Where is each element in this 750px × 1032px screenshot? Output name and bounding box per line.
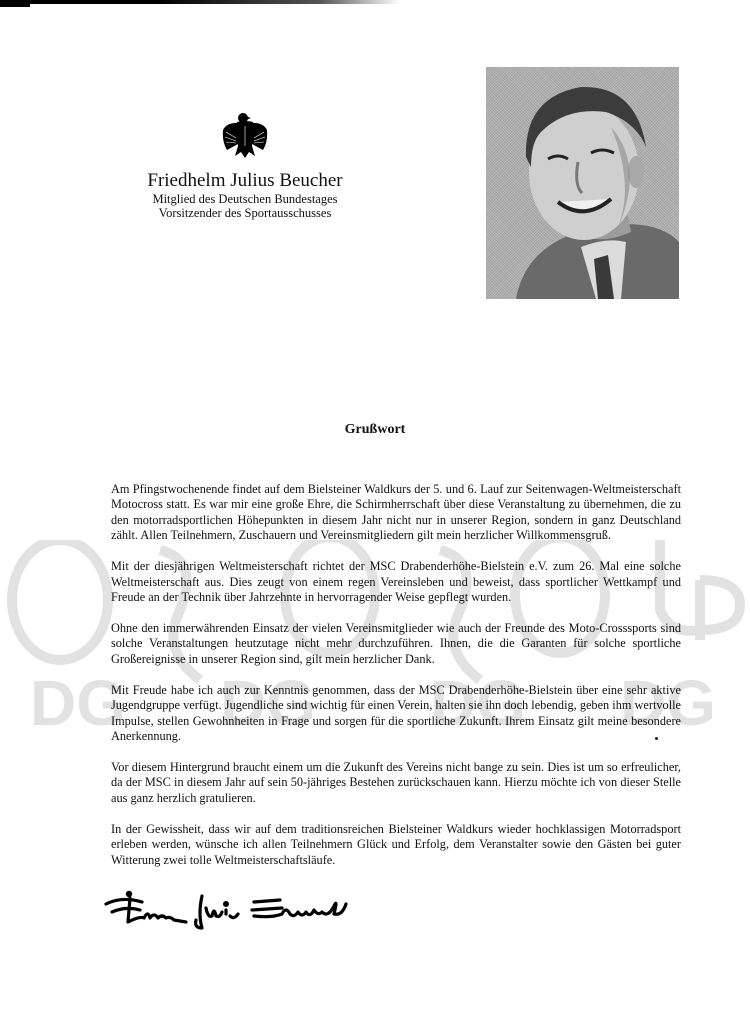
paragraph: Mit der diesjährigen Weltmeisterschaft richtet der MSC Drabenderhöhe-Bielstein e.V. zum 26. Mal eine solche Weltmeisterschaft aus. Dies zeugt von einem regen Vereinsleben und beweist, dass sportlicher Wettkampf und Freude an der Technik über Jahrzehnte in hervorragender Weise gepflegt wurden. — [111, 559, 681, 605]
sender-position-1: Mitglied des Deutschen Bundestages — [152, 192, 338, 206]
sender-position-2: Vorsitzender des Sportausschusses — [158, 206, 332, 220]
letterhead — [130, 112, 360, 220]
paragraph: Am Pfingstwochenende findet auf dem Bielsteiner Waldkurs der 5. und 6. Lauf zur Seitenwagen-Weltmeisterschaft Motocross statt. Es war mir eine große Ehre, die Schirmherrschaft über diese Veranstaltung zu übernehmen, die zu den motorradsportlichen Höhepunkten in diesem Jahr nicht nur in unserer Region, sondern in ganz Deutschland zählt. Allen Teilnehmern, Zuschauern und Vereinsmitgliedern gilt mein herzlicher Willkommensgruß. — [111, 482, 681, 543]
scan-speck — [655, 737, 658, 740]
paragraph: In der Gewissheit, dass wir auf dem traditionsreichen Bielsteiner Waldkurs wieder hochklassigen Motorradsport erleben werden, wünsche ich allen Teilnehmern Glück und Erfolg, dem Veranstalter sowie den Gästen bei guter Witterung zwei tolle Weltmeisterschaftsläufe. — [111, 821, 681, 867]
watermark-dg-3: DG — [430, 667, 526, 730]
watermark-letter-p — [700, 580, 740, 640]
signature-text: Friedhelm Julius Beucher — [102, 888, 113, 889]
scan-edge-shadow — [0, 0, 400, 4]
paragraph: Ohne den immerwährenden Einsatz der vielen Vereinsmitglieder wie auch der Freunde des Moto-Crosssports sind solche Veranstaltungen heutzutage nicht mehr durchzuführen. Ihnen, die die Garanten für solche sportliche Großereignisse in unserer Region sind, gilt mein herzlicher Dank. — [111, 621, 681, 666]
document-title: Grußwort — [344, 422, 406, 437]
paragraph: Vor diesem Hintergrund braucht einem um die Zukunft des Vereins nicht bange zu sein. Dies ist um so erfreulicher, da der MSC in diesem Jahr auf sein 50-jähriges Bestehen zurückschauen kann. Hierzu möchte ich von dieser Stelle aus ganz herzlich gratulieren. — [111, 760, 681, 805]
watermark-dg-1: DG — [30, 667, 126, 730]
paragraph: Mit Freude habe ich auch zur Kenntnis genommen, dass der MSC Drabenderhöhe-Bielstein über eine sehr aktive Jugendgruppe verfügt. Jugendliche sind wichtig für einen Verein, halten sie ihn doch lebendig, geben ihm wertvolle Impulse, stellen Gewohnheiten in Frage und sorgen für die sportliche Zukunft. Ihrem Einsatz gilt meine besondere Anerkennung. — [111, 682, 681, 744]
bundestag-eagle-icon — [221, 112, 269, 162]
portrait-photo — [486, 67, 679, 299]
watermark-face-1 — [12, 540, 108, 660]
handwritten-signature — [102, 888, 382, 932]
watermark-dg-4: DG — [620, 667, 716, 730]
watermark-dg-2: DG — [220, 667, 316, 730]
letter-body — [111, 482, 681, 884]
portrait-drawing — [486, 67, 679, 299]
sender-name: Friedhelm Julius Beucher — [147, 170, 343, 191]
scan-edge-corner — [0, 0, 30, 7]
